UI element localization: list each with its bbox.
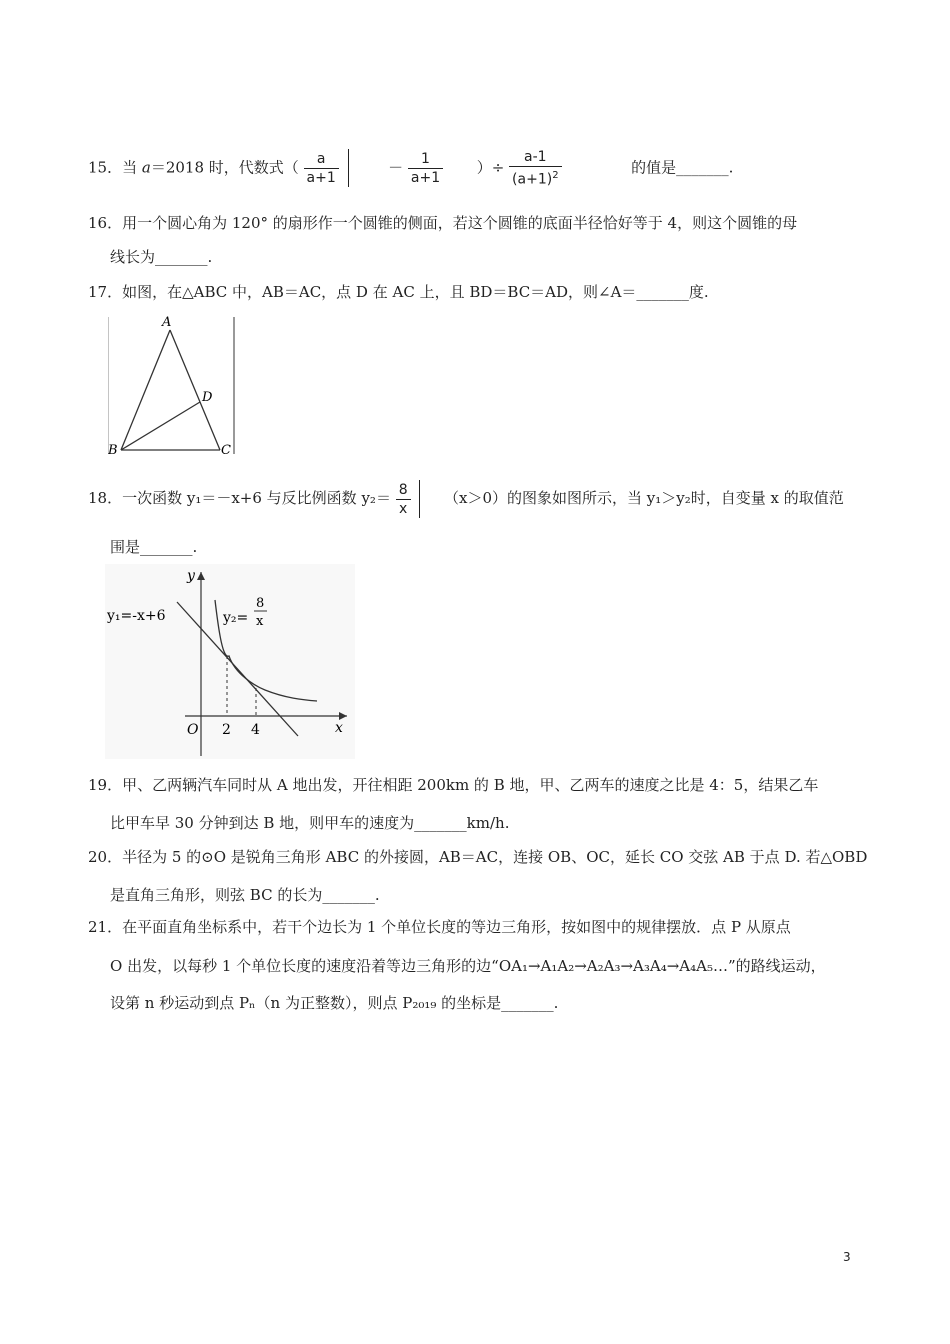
q15-fraction-2: $\frac{1}{a+1}$ — [408, 150, 443, 187]
q15-fraction-1: $\frac{a}{a+1}$ — [304, 150, 339, 187]
question-19-line1: 19．甲、乙两辆汽车同时从 A 地出发，开往相距 200km 的 B 地，甲、乙两车的速度之比是 4：5，结果乙车 — [88, 776, 819, 794]
origin-label: O — [187, 722, 199, 738]
question-16-line1: 16．用一个圆心角为 120° 的扇形作一个圆锥的侧面，若这个圆锥的底面半径恰好等于 4，则这个圆锥的母 — [88, 214, 798, 232]
label-y2: y₂= — [223, 610, 249, 626]
x-label: x — [335, 720, 343, 736]
question-20-line1: 20．半径为 5 的⊙O 是锐角三角形 ABC 的外接圆，AB＝AC，连接 OB、OC，延长 CO 交弦 AB 于点 D. 若△OBD — [88, 848, 868, 866]
segment-bd — [121, 402, 200, 450]
y-label: y — [187, 568, 195, 584]
q18-function-graph — [105, 564, 355, 759]
tick-4: 4 — [251, 722, 260, 738]
page-number: 3 — [843, 1250, 851, 1264]
question-21-line1: 21．在平面直角坐标系中，若干个边长为 1 个单位长度的等边三角形，按如图中的规律摆放．点 P 从原点 — [88, 918, 791, 936]
q18-post: （x＞0）的图象如图所示，当 y₁＞y₂时，自变量 x 的取值范 — [444, 489, 844, 507]
label-a: A — [162, 315, 172, 330]
question-21-line3: 设第 n 秒运动到点 Pₙ（n 为正整数），则点 P₂₀₁₉ 的坐标是_______. — [110, 994, 559, 1012]
label-c: C — [221, 443, 231, 457]
label-y2-den: x — [256, 614, 264, 629]
question-15 — [88, 148, 733, 189]
q15-minus: － — [388, 158, 404, 177]
q17-triangle-figure — [108, 312, 243, 457]
label-d: D — [202, 390, 213, 405]
label-y2-num: 8 — [256, 596, 265, 611]
tick-2: 2 — [222, 722, 231, 738]
q15-eq: ＝2018 时，代数式（ — [150, 158, 299, 177]
side-ac — [170, 330, 220, 450]
question-21-line2: O 出发，以每秒 1 个单位长度的速度沿着等边三角形的边“OA₁→A₁A₂→A₂A₃→A₃A₄→A₄A₅…”的路线运动， — [110, 957, 826, 975]
q15-tail: 的值是_______. — [631, 158, 734, 177]
label-b: B — [108, 443, 118, 457]
label-y1: y₁=-x+6 — [107, 608, 166, 624]
side-ab — [121, 330, 170, 450]
question-17: 17．如图，在△ABC 中，AB＝AC，点 D 在 AC 上，且 BD＝BC＝AD，则∠A＝_______度. — [88, 283, 709, 301]
q15-prefix: 15．当 — [88, 158, 142, 177]
q18-prefix: 18．一次函数 y₁＝－x+6 与反比例函数 y₂＝ — [88, 489, 391, 507]
q15-close-div: ）÷ — [476, 158, 505, 177]
q15-var-a: a — [141, 158, 151, 177]
q15-fraction-3: $\frac{a-1}{(a+1)^2}$ — [509, 148, 562, 189]
question-18-line2: 围是_______. — [110, 538, 198, 556]
question-16-line2: 线长为_______. — [110, 248, 213, 266]
question-18 — [88, 480, 844, 518]
question-20-line2: 是直角三角形，则弦 BC 的长为_______. — [110, 886, 380, 904]
question-19-line2: 比甲车早 30 分钟到达 B 地，则甲车的速度为_______km/h. — [110, 814, 510, 832]
q15-bar — [348, 149, 349, 187]
q18-fraction: $\frac{8}{x}$ — [396, 481, 411, 518]
